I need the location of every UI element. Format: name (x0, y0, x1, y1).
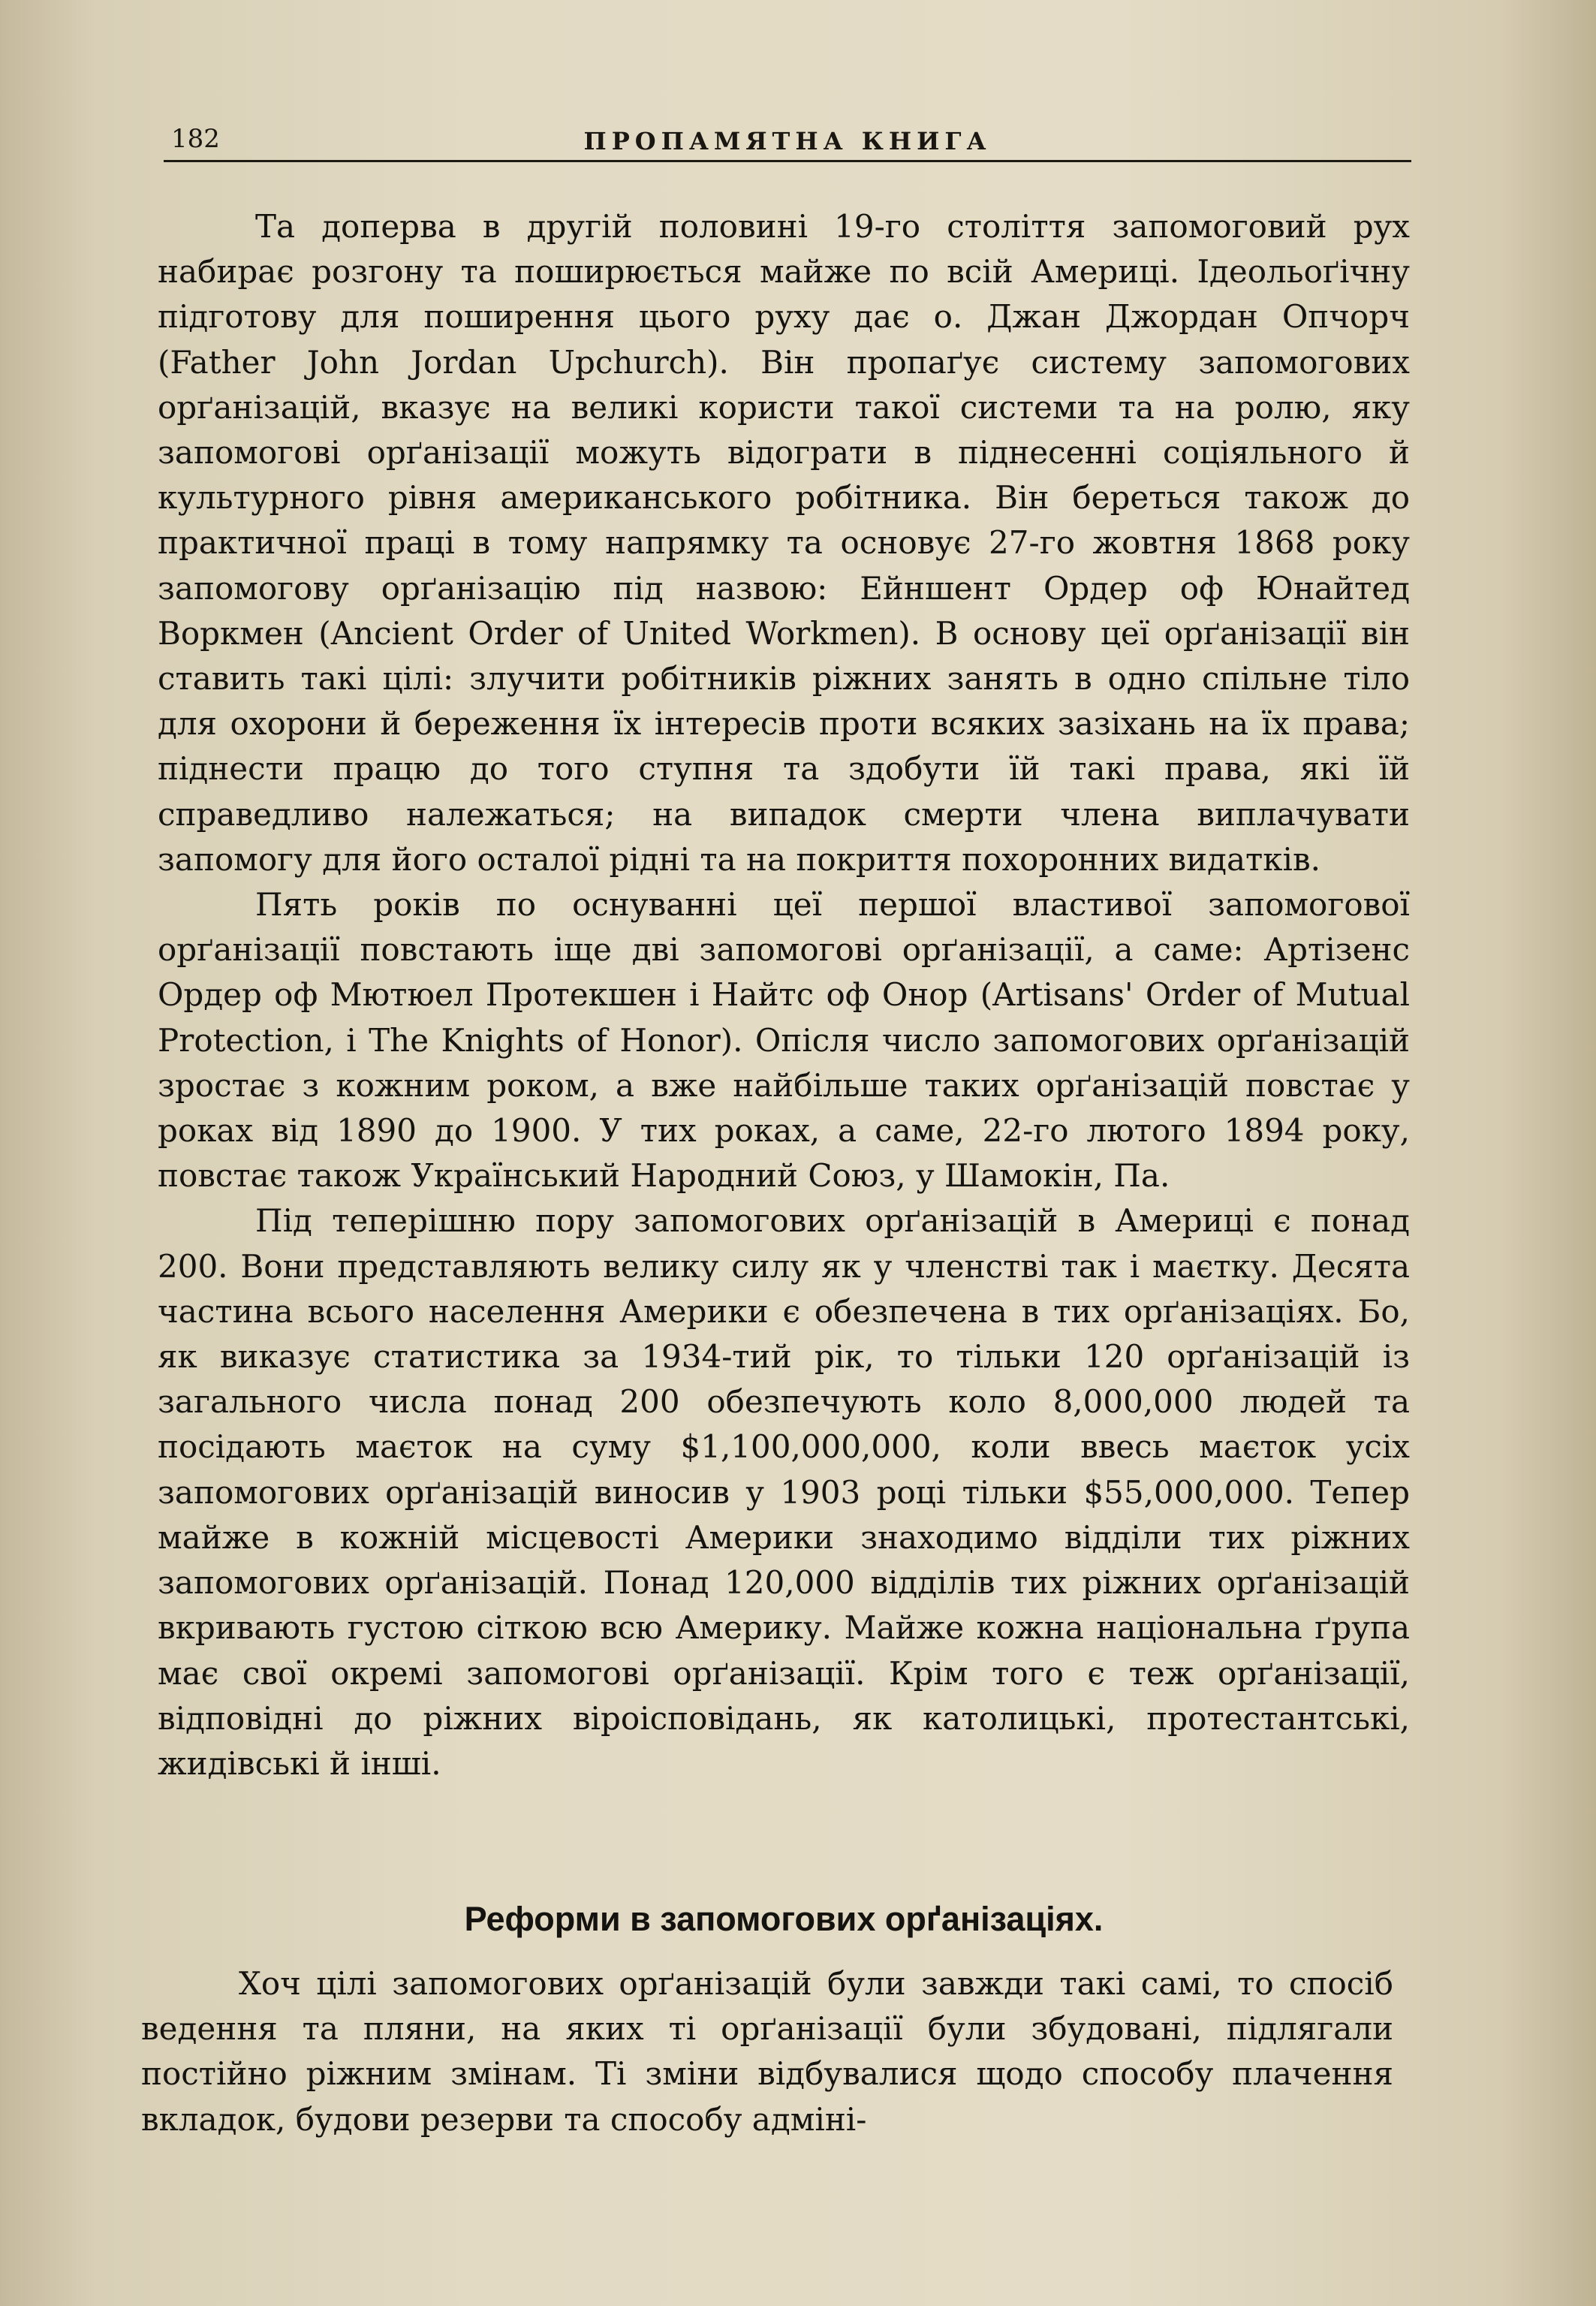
paragraph-1: Та доперва в другій половині 19-го століття запомоговий рух набирає розгону та поширюється майже по всій Америці. Ідеольоґічну підготову для поширення цього руху дає о. Джан Джордан Опчорч (Father John Jordan Upchurch). Він пропаґує систему запомогових орґанізацій, вказує на великі користи такої системи та на ролю, яку запомогові орґанізації можуть відограти в піднесенні соціяльного й культурного рівня американського робітника. Він береться також до практичної праці в тому напрямку та основує 27-го жовтня 1868 року запомогову орґанізацію під назвою: Ейншент Ордер оф Юнайтед Воркмен (Ancient Order of United Workmen). В основу цеї орґанізації він ставить такі цілі: злучити робітників ріжних занять в одно спільне тіло для охорони й береження їх інтересів проти всяких зазіхань на їх права; піднести працю до того ступня та здобути їй такі права, які їй справедливо належаться; на випадок смерти члена виплачувати запомогу для його осталої рідні та на покриття похоронних видатків. (158, 208, 1410, 878)
section-paragraph: Хоч цілі запомогових орґанізацій були завжди такі самі, то спосіб ведення та пляни, на яких ті орґанізації були збудовані, підлягали постійно ріжним змінам. Ті зміни відбувалися щодо способу плачення вкладок, будови резерви та способу адміні- (141, 1965, 1393, 2138)
header-rule (164, 160, 1411, 162)
section-heading: Реформи в запомогових орґанізаціях. (464, 1900, 1104, 1938)
running-title: ПРОПАМЯТНА КНИГА (583, 127, 992, 155)
body-text (158, 204, 1410, 1786)
page-number: 182 (171, 124, 220, 154)
page-header (164, 124, 1411, 161)
section-body (141, 1961, 1393, 2142)
paragraph-3: Під теперішню пору запомогових орґанізацій в Америці є понад 200. Вони представляють велику силу як у членстві так і маєтку. Десята частина всього населення Америки є обезпечена в тих орґанізаціях. Бо, як виказує статистика за 1934-тий рік, то тільки 120 орґанізацій із загального числа понад 200 обезпечують коло 8,000,000 людей та посідають маєток на суму $1,100,000,000, коли ввесь маєток усіх запомогових орґанізацій виносив у 1903 році тільки $55,000,000. Тепер майже в кожній місцевості Америки знаходимо відділи тих ріжних запомогових орґанізацій. Понад 120,000 відділів тих ріжних орґанізацій вкривають густою сіткою всю Америку. Майже кожна національна ґрупа має свої окремі запомогові орґанізації. Крім того є теж орґанізації, відповідні до ріжних віроісповідань, як католицькі, протестантські, жидівські й інші. (158, 1202, 1410, 1782)
paragraph-2: Пять років по оснуванні цеї першої властивої запомогової орґанізації повстають іще дві запомогові орґанізації, а саме: Артізенс Ордер оф Мютюел Протекшен і Найтс оф Онор (Artisans' Order of Mutual Protection, і The Knights of Honor). Опісля число запомогових орґанізацій зростає з кожним роком, а вже найбільше таких орґанізацій повстає у роках від 1890 до 1900. У тих роках, а саме, 22-го лютого 1894 року, повстає також Український Народний Союз, у Шамокін, Па. (158, 886, 1410, 1195)
